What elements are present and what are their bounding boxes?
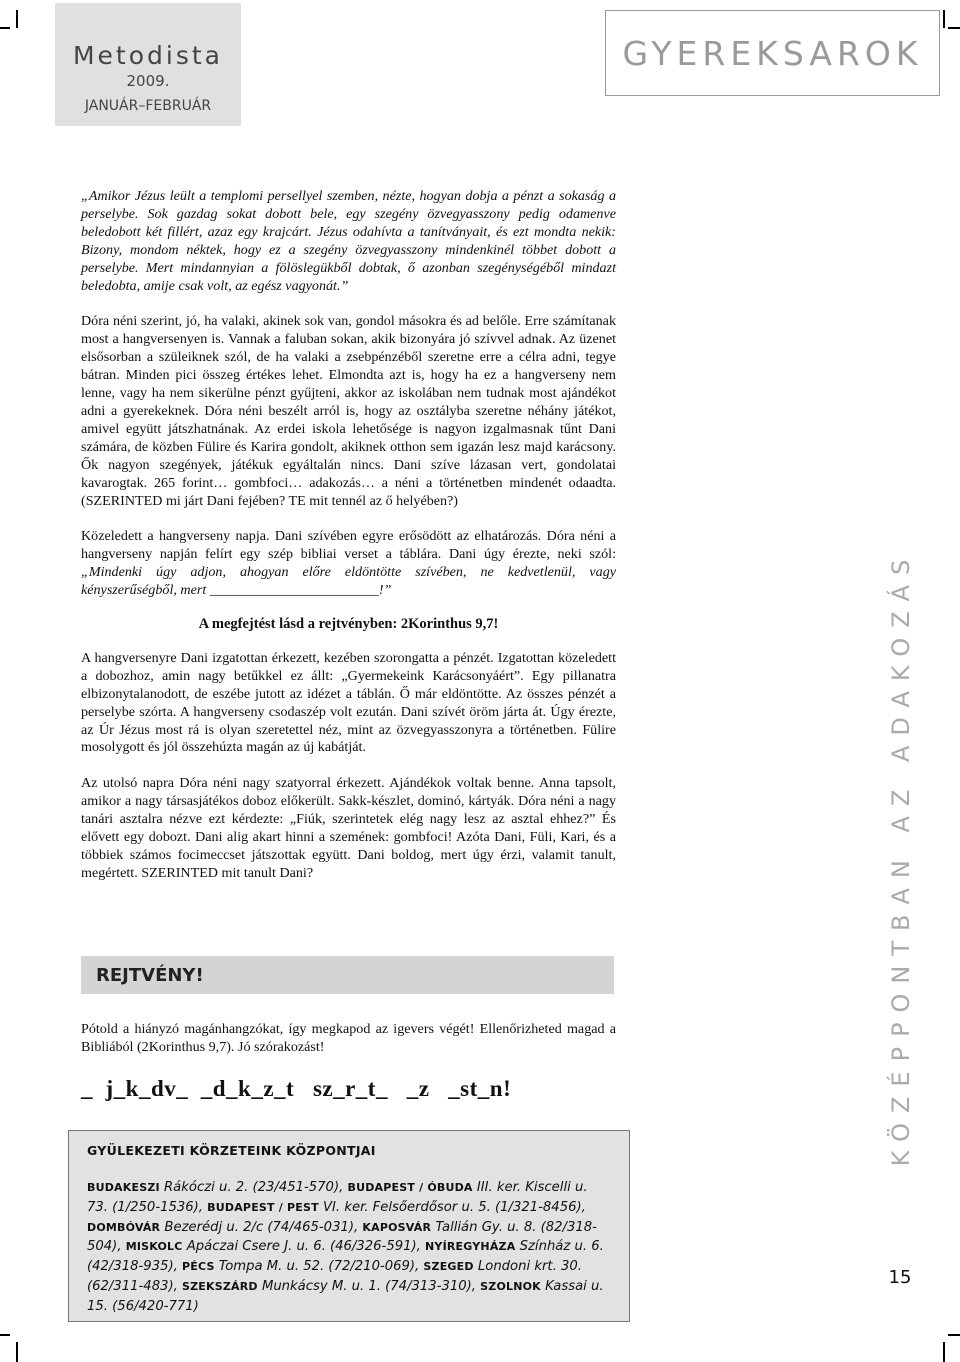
church-address: Tompa M. u. 52. (72/210-069), xyxy=(214,1259,424,1275)
page-number: 15 xyxy=(888,1267,912,1288)
puzzle-line: _ j_k_dv_ _d_k_z_t sz_r_t_ _z _st_n! xyxy=(81,1076,512,1101)
church-city: BUDAPEST / ÓBUDA xyxy=(347,1181,473,1194)
paragraph-3: A hangversenyre Dani izgatottan érkezett, kezében szorongatta a pénzét. Izgatottan közeledett a dobozhoz, amin nagy betűkkel ez állt: „Gyermekeink Karácsonyáért”. Egy pillanatra elbizonytalanodott, de eszébe jutott az idézet a táblán. Ő már eldöntötte. Az összes pénzét a perselybe szórta. A hangverseny csodaszép volt ezután. Dani szívét öröm járta át. Úgy érezte, az Úr Jézus most rá is olyan szeretettel néz, mint az özvegyasszonyra a történetben. Fülire mosolygott és jól összehúzta magán az új kabátját. xyxy=(81,649,616,756)
paragraph-4: Az utolsó napra Dóra néni nagy szatyorral érkezett. Ajándékok voltak benne. Anna tapsolt, amikor a nagy társasjátékos doboz előkerült. Sakk-készlet, dominó, kártyák. Dóra néni a nagy tanári asztalra nézve ezt kérdezte: „Fiúk, szerintetek elég nagy lesz az asztal ehhez?” És elővett egy dobozt. Dani alig akart hinni a szemének: gombfoci! Azóta Dani, Füli, Kari, és a többiek számos focimeccset játszottak együtt. Dani boldog, mert úgy érzi, valamit tanult, megértett. SZERINTED mit tanult Dani? xyxy=(81,775,616,881)
church-address: Munkácsy M. u. 1. (74/313-310), xyxy=(257,1278,481,1294)
crop-mark-bottom-left-h xyxy=(0,1334,10,1336)
puzzle-intro xyxy=(81,1020,616,1056)
church-centers-title: GYÜLEKEZETI KÖRZETEINK KÖZPONTJAI xyxy=(87,1143,376,1158)
church-address: Kassai u. 15. (56/420-771) xyxy=(87,1278,604,1314)
crop-mark-top-right-h xyxy=(948,27,960,29)
church-city: BUDAKESZI xyxy=(87,1181,160,1194)
masthead xyxy=(55,3,241,126)
section-title: GYEREKSAROK xyxy=(622,33,923,73)
church-address: Londoni krt. 30. (62/311-483), xyxy=(87,1259,582,1294)
church-city: BUDAPEST / PEST xyxy=(207,1200,319,1214)
crop-mark-bottom-left xyxy=(16,1342,18,1362)
paragraph-2 xyxy=(81,528,616,600)
church-address: Tallián Gy. u. 8. (82/318-504), xyxy=(87,1219,597,1255)
crop-mark-top-right xyxy=(943,10,945,28)
issue-months: JANUÁR–FEBRUÁR xyxy=(84,98,212,114)
church-city: DOMBÓVÁR xyxy=(87,1220,161,1234)
church-centers-list xyxy=(87,1178,611,1317)
puzzle-instructions: Pótold a hiányzó magánhangzókat, így megkapod az igevers végét! Ellenőrizheted magad a Bibliából (2Korinthus 9,7). Jó szórakozást! xyxy=(81,1021,616,1055)
church-address: Rákóczi u. 2. (23/451-570), xyxy=(159,1180,348,1195)
church-city: SZEKSZÁRD xyxy=(182,1279,258,1293)
church-city: SZOLNOK xyxy=(480,1279,541,1293)
church-city: MISKOLC xyxy=(125,1240,183,1254)
article-body xyxy=(81,188,616,883)
paragraph-1: Dóra néni szerint, jó, ha valaki, akinek sok van, gondol másokra és ad belőle. Erre számítanak most a hangversenyen is. Vannak a faluban sokan, akik bizonyára jó szívvel adnak. Az üzenet elsősorban a szüleiknek szól, de ha valaki a zsebpénzéből szeretne erre a célra adni, tegye bátran. Minden pici összeg értékes lehet. Elmondta azt is, hogy ha ez a hangverseny nem lenne, vagy ha nem sikerülne pénzt gyűjteni, akkor az iskolában nem tudnak most ajándékot adni a gyerekeknek. Dóra néni beszélt arról is, hogy az osztályba szeretne néhány játékot, amivel együtt játszhatnának. Az erdei iskola lehetősége is nagyon izgalmasnak tűnt Dani számára, de közben Fülire és Karira gondolt, akiknek otthon sem igazán lesz majd karácsony. Ők nagyon szegények, játékuk egyáltalán nincs. Dani szíve lázasan vert, gondolatai kavarogtak. 265 forint… gombfoci… adakozás… a néni a történetben mindenét odaadta. (SZERINTED mi járt Dani fejében? TE mit tennél az ő helyében?) xyxy=(81,313,616,509)
vertical-theme-text: KÖZÉPPONTBAN AZ ADAKOZÁS xyxy=(887,549,915,1167)
church-address: Színház u. 6. (42/318-935), xyxy=(87,1239,604,1275)
crop-mark-top-left-h xyxy=(0,27,10,29)
verse-quote: „Mindenki úgy adjon, ahogyan előre eldöntötte szívében, ne kedvetlenül, vagy kényszerűségből, mert ________________________!” xyxy=(81,564,616,599)
puzzle-header xyxy=(81,956,614,994)
puzzle-title: REJTVÉNY! xyxy=(96,965,204,986)
issue-year: 2009. xyxy=(126,72,170,90)
crop-mark-bottom-right-h xyxy=(948,1334,960,1336)
church-address: Apáczai Csere J. u. 6. (46/326-591), xyxy=(182,1239,426,1255)
section-header xyxy=(605,10,940,96)
church-address: Bezerédj u. 2/c (74/465-031), xyxy=(160,1219,363,1235)
church-city: PÉCS xyxy=(182,1260,215,1274)
paragraph-2-text: Közeledett a hangverseny napja. Dani szívében egyre erősödött az elhatározás. Dóra néni a hangverseny napján felírt egy szép bibliai verset a táblára. Dani úgy érezte, neki szól: xyxy=(81,528,616,563)
church-address: VI. ker. Felsőerdősor u. 5. (1/321-8456), xyxy=(318,1199,586,1215)
church-address: III. ker. Kiscelli u. 73. (1/250-1536), xyxy=(87,1180,588,1215)
solution-hint: A megfejtést lásd a rejtvényben: 2Korinthus 9,7! xyxy=(198,616,499,633)
church-city: KAPOSVÁR xyxy=(362,1220,432,1234)
bible-quote: „Amikor Jézus leült a templomi persellyel szemben, nézte, hogyan dobja a pénzt a sokaság a perselybe. Sok gazdag sokat dobott bele, egy szegény özvegyasszony pedig odamenve beledobott két fillért, azaz egy krajcárt. Jézus odahívta a tanítványait, és ezt mondta nekik: Bizony, mondom néktek, hogy ez a szegény özvegyasszony mindenkinél többet dobott a perselybe. Mert mindannyian a fölöslegükből dobtak, ő azonban szegénységéből mindazt beledobta, amije csak volt, az egész vagyonát.” xyxy=(81,188,616,294)
church-city: NYÍREGYHÁZA xyxy=(425,1240,516,1254)
magazine-title: Metodista xyxy=(72,41,223,70)
church-city: SZEGED xyxy=(423,1260,474,1274)
vertical-theme-banner xyxy=(873,468,929,1248)
crop-mark-bottom-right xyxy=(943,1342,945,1362)
crop-mark-top-left xyxy=(16,10,18,28)
church-centers-box xyxy=(68,1130,630,1322)
